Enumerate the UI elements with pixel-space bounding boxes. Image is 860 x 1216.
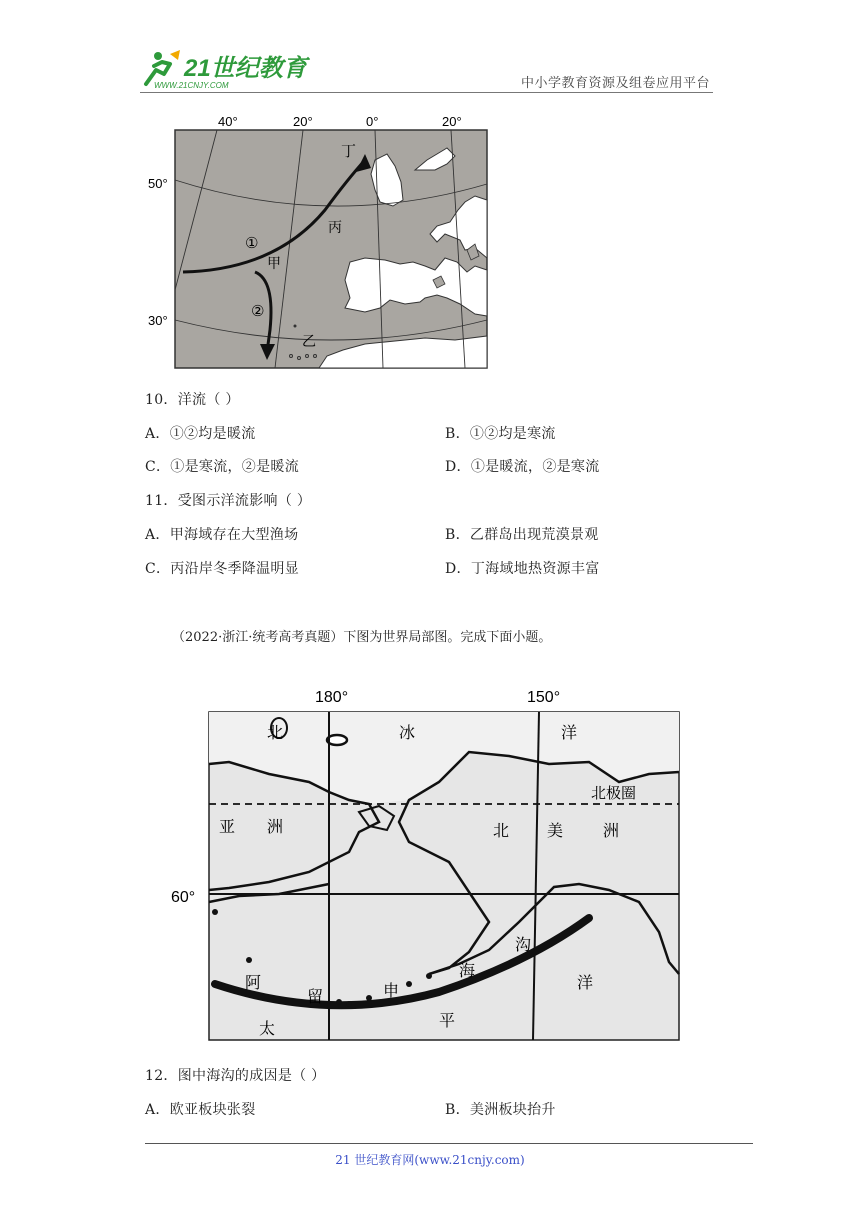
logo-url-text: WWW.21CNJY.COM bbox=[154, 81, 229, 90]
map-label: 北 bbox=[267, 725, 284, 742]
aleutian-map bbox=[165, 680, 690, 1048]
map-label: 海 bbox=[459, 963, 476, 980]
map-label: 北 bbox=[493, 823, 510, 840]
question-10-stem: 10．洋流（ ） bbox=[145, 392, 240, 408]
map-label: 沟 bbox=[515, 937, 532, 954]
footer-link[interactable]: 21 世纪教育网(www.21cnjy.com) bbox=[335, 1153, 525, 1167]
option-10-d[interactable]: D．①是暖流，②是寒流 bbox=[445, 459, 600, 475]
map-label: 亚 bbox=[219, 819, 236, 836]
lat-label: 30° bbox=[148, 313, 168, 328]
map-label: 平 bbox=[439, 1013, 456, 1030]
lat-label: 50° bbox=[148, 176, 168, 191]
lat-label: 60° bbox=[171, 889, 196, 906]
lon-label: 40° bbox=[218, 114, 238, 129]
current-label: ① bbox=[245, 235, 259, 252]
option-11-d[interactable]: D．丁海域地热资源丰富 bbox=[445, 561, 600, 577]
option-11-b[interactable]: B．乙群岛出现荒漠景观 bbox=[445, 527, 599, 543]
map-label: 留 bbox=[307, 989, 324, 1006]
map-label: 洲 bbox=[267, 819, 284, 836]
lon-label: 20° bbox=[442, 114, 462, 129]
question-12-stem: 12．图中海沟的成因是（ ） bbox=[145, 1068, 326, 1084]
lon-label: 20° bbox=[293, 114, 313, 129]
site-logo bbox=[140, 46, 315, 90]
option-12-b[interactable]: B．美洲板块抬升 bbox=[445, 1102, 556, 1118]
map-label: 洲 bbox=[603, 823, 620, 840]
region-label: 丁 bbox=[341, 143, 357, 160]
platform-name: 中小学教育资源及组卷应用平台 bbox=[520, 76, 710, 91]
arctic-circle-label: 北极圈 bbox=[591, 785, 637, 802]
region-label: 甲 bbox=[267, 255, 281, 271]
section-intro: （2022·浙江·统考高考真题）下图为世界局部图。完成下面小题。 bbox=[172, 630, 552, 645]
option-10-c[interactable]: C．①是寒流，②是暖流 bbox=[145, 459, 300, 475]
map-label: 洋 bbox=[577, 975, 594, 992]
lon-label: 0° bbox=[366, 114, 379, 129]
question-11-stem: 11．受图示洋流影响（ ） bbox=[145, 493, 312, 509]
runner-icon bbox=[146, 50, 180, 84]
option-11-a[interactable]: A．甲海域存在大型渔场 bbox=[145, 527, 299, 543]
option-12-a[interactable]: A．欧亚板块张裂 bbox=[145, 1102, 256, 1118]
map-label: 洋 bbox=[561, 725, 578, 742]
region-label: 丙 bbox=[328, 219, 342, 235]
map-label: 太 bbox=[259, 1021, 276, 1038]
current-label: ② bbox=[251, 303, 265, 320]
option-10-a[interactable]: A．①②均是暖流 bbox=[145, 426, 256, 442]
footer-divider bbox=[145, 1143, 753, 1144]
option-11-c[interactable]: C．丙沿岸冬季降温明显 bbox=[145, 561, 300, 577]
map-label: 美 bbox=[547, 823, 564, 840]
ocean-current-map bbox=[140, 108, 500, 373]
logo-main-text: 21世纪教育 bbox=[184, 55, 307, 82]
map-label: 冰 bbox=[399, 725, 416, 742]
map-label: 申 bbox=[383, 983, 400, 1000]
option-10-b[interactable]: B．①②均是寒流 bbox=[445, 426, 556, 442]
lon-label: 180° bbox=[315, 689, 349, 706]
region-label: 乙 bbox=[302, 333, 316, 349]
header-divider bbox=[140, 92, 713, 93]
lon-label: 150° bbox=[527, 689, 561, 706]
map-label: 阿 bbox=[245, 975, 262, 992]
